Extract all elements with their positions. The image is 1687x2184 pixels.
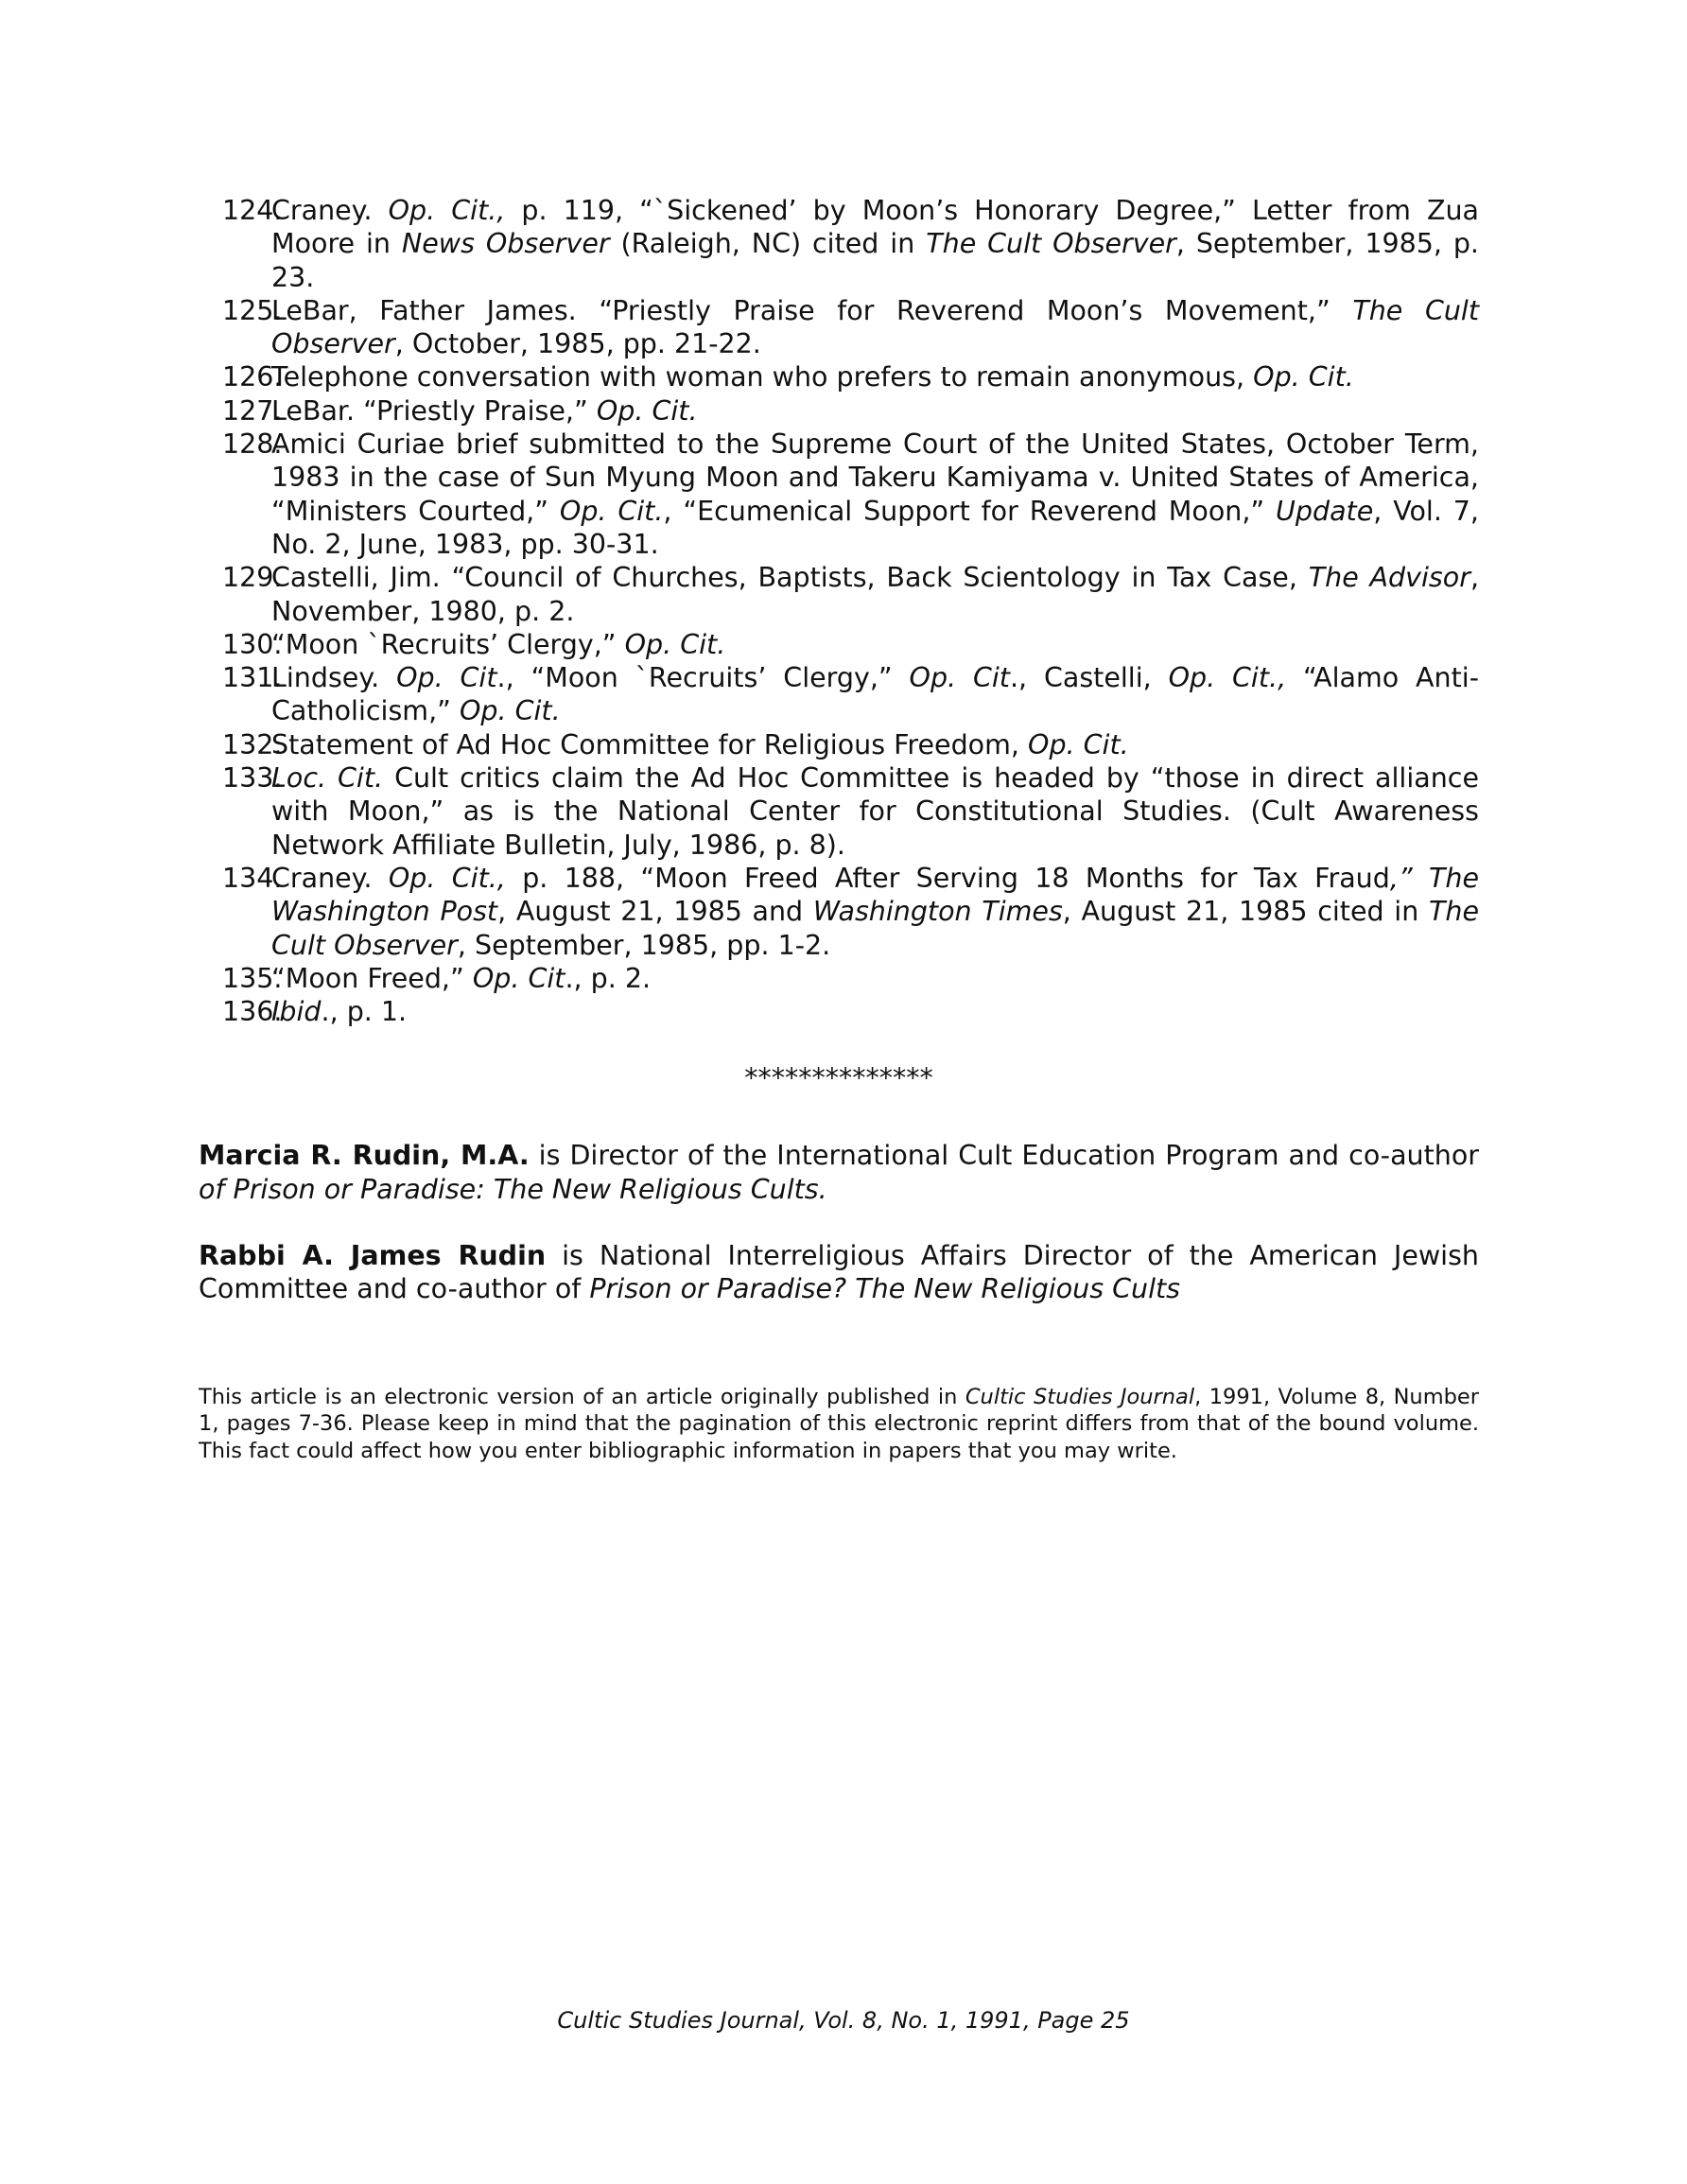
endnote-text: [271, 762, 1479, 861]
italic-citation-text: Op. Cit.,: [388, 862, 506, 894]
endnote-text: [271, 295, 1479, 359]
italic-citation-text: The Cult Observer: [926, 228, 1176, 260]
text-run: (Raleigh, NC) cited in: [609, 228, 927, 260]
italic-citation-text: Op. Cit.: [596, 394, 698, 427]
endnote-number: 125.: [222, 294, 283, 326]
text-run: Castelli, Jim. “Council of Churches, Baptists, Back Scientology in Tax Case,: [271, 562, 1309, 594]
italic-citation-text: Ibid: [271, 996, 322, 1028]
electronic-reprint-disclaimer: [199, 1384, 1479, 1465]
endnote-item: [199, 628, 1479, 661]
endnote-text: [271, 863, 1479, 961]
author-bio-marcia-rudin: [199, 1139, 1479, 1206]
endnote-text: [271, 428, 1479, 560]
italic-citation-text: Op. Cit.: [624, 628, 726, 660]
italic-citation-text: News Observer: [401, 228, 610, 260]
endnote-text: [271, 729, 1129, 760]
text-run: , Vol. 7, No. 2, June, 1983, pp. 30-31.: [271, 495, 1479, 560]
text-run: Cult critics claim the Ad Hoc Committee is headed by “those in direct alliance with Moon,” as is the National Center for Constitutional Studies. (Cult Awareness Network Affiliate Bulletin, July, 1986, p. 8).: [271, 762, 1479, 861]
text-run: Craney.: [271, 195, 389, 226]
italic-citation-text: Op. Cit.: [459, 695, 561, 727]
text-run: , September, 1985, pp. 1-2.: [457, 929, 831, 961]
text-run: ., “Moon `Recruits’ Clergy,”: [496, 662, 910, 694]
endnote-number: 124.: [222, 195, 283, 226]
endnote-text: [271, 963, 651, 994]
endnote-text: [271, 361, 1354, 393]
italic-citation-text: Prison or Paradise? The New Religious Cults: [589, 1273, 1181, 1305]
text-run: , November, 1980, p. 2.: [271, 562, 1479, 627]
italic-citation-text: Op. Cit.: [559, 495, 664, 527]
endnote-item: [199, 862, 1479, 962]
page-footer: Cultic Studies Journal, Vol. 8, No. 1, 1991, Page 25: [557, 2007, 1130, 2034]
author-name: Rabbi A. James Rudin: [199, 1240, 547, 1272]
text-run: “Moon `Recruits’ Clergy,”: [271, 628, 625, 660]
text-run: , “Ecumenical Support for Reverend Moon,”: [663, 495, 1277, 527]
text-run: , 1991, Volume 8, Number 1, pages 7-36. Please keep in mind that the pagination of this electronic reprint differs from that of the bound volume. This fact could affect how you enter bibliographic information in papers that you may write.: [199, 1384, 1479, 1463]
endnote-number: 135.: [222, 962, 283, 994]
endnote-number: 136.: [222, 996, 283, 1028]
italic-citation-text: of Prison or Paradise: The New Religious Cults.: [199, 1173, 827, 1205]
endnotes-list: [199, 194, 1479, 1028]
endnote-item: [199, 394, 1479, 428]
endnote-number: 127.: [222, 394, 283, 427]
text-run: is National Interreligious Affairs Director of the American Jewish Committee and co-author of: [199, 1240, 1479, 1305]
author-name: Marcia R. Rudin, M.A.: [199, 1140, 530, 1172]
endnote-item: [199, 728, 1479, 761]
endnote-item: [199, 995, 1479, 1028]
text-run: p. 188, “Moon Freed After Serving 18 Months for Tax Fraud: [505, 862, 1390, 894]
text-run: , September, 1985, p. 23.: [271, 228, 1479, 293]
endnote-number: 131.: [222, 662, 283, 694]
text-run: “Moon Freed,”: [271, 962, 473, 994]
endnote-item: [199, 561, 1479, 628]
endnote-text: [271, 662, 1479, 726]
endnote-item: [199, 360, 1479, 393]
endnote-text: [271, 195, 1479, 293]
endnote-number: 126.: [222, 361, 283, 393]
text-run: LeBar, Father James. “Priestly Praise for Reverend Moon’s Movement,”: [271, 294, 1353, 326]
text-run: “Alamo Anti-Catholicism,”: [271, 662, 1479, 727]
text-run: Craney.: [271, 862, 389, 894]
endnote-number: 134.: [222, 862, 283, 894]
endnote-item: [199, 428, 1479, 561]
text-run: ., Castelli,: [1009, 662, 1169, 694]
text-run: , August 21, 1985 and: [497, 896, 813, 928]
section-separator: **************: [744, 1062, 933, 1094]
endnote-number: 133.: [222, 762, 283, 795]
text-run: ., p. 2.: [565, 962, 652, 994]
italic-citation-text: The Advisor: [1308, 562, 1470, 594]
text-run: ., p. 1.: [321, 996, 408, 1028]
text-run: Amici Curiae brief submitted to the Supreme Court of the United States, October Term, 1983 in the case of Sun Myung Moon and Takeru Kamiyama v. United States of America, “Ministers Courted,”: [271, 428, 1479, 527]
page-content: [199, 194, 1479, 1486]
endnote-number: 130.: [222, 628, 283, 660]
italic-citation-text: Op. Cit: [396, 662, 497, 694]
italic-citation-text: The Cult Observer: [271, 294, 1479, 360]
italic-citation-text: Update: [1276, 495, 1374, 527]
text-run: This article is an electronic version of an article originally published in: [199, 1384, 965, 1409]
italic-citation-text: Op. Cit.,: [388, 195, 506, 226]
text-run: , August 21, 1985 cited in: [1062, 896, 1429, 928]
italic-citation-text: Washington Times: [812, 896, 1063, 928]
endnote-number: 132.: [222, 728, 283, 760]
italic-citation-text: Op. Cit: [472, 962, 565, 994]
text-run: p. 119, “`Sickened’ by Moon’s Honorary Degree,” Letter from Zua Moore in: [271, 195, 1479, 260]
text-run: , October, 1985, pp. 21-22.: [394, 328, 761, 360]
endnote-text: [271, 395, 698, 427]
italic-citation-text: Op. Cit.,: [1168, 662, 1287, 694]
endnote-number: 129.: [222, 562, 283, 594]
endnote-text: [271, 562, 1479, 626]
italic-citation-text: ,” The Washington Post: [271, 862, 1479, 928]
endnote-text: [271, 629, 725, 660]
endnote-item: [199, 194, 1479, 294]
text-run: LeBar. “Priestly Praise,”: [271, 394, 597, 427]
endnote-item: [199, 962, 1479, 995]
endnote-item: [199, 661, 1479, 728]
endnote-text: [271, 996, 407, 1027]
italic-citation-text: Op. Cit.: [1028, 728, 1129, 760]
author-bio-james-rudin: [199, 1239, 1479, 1306]
text-run: Lindsey.: [271, 662, 397, 694]
text-run: is Director of the International Cult Education Program and co-author: [529, 1140, 1480, 1172]
endnote-item: [199, 294, 1479, 361]
italic-citation-text: Loc. Cit.: [271, 762, 384, 795]
italic-citation-text: The Cult Observer: [271, 896, 1480, 961]
italic-citation-text: Op. Cit.: [1253, 361, 1354, 393]
endnote-number: 128.: [222, 428, 283, 461]
italic-citation-text: Cultic Studies Journal: [965, 1384, 1195, 1409]
text-run: Statement of Ad Hoc Committee for Religious Freedom,: [271, 728, 1029, 760]
text-run: Telephone conversation with woman who prefers to remain anonymous,: [271, 361, 1254, 393]
endnote-item: [199, 761, 1479, 862]
italic-citation-text: Op. Cit: [909, 662, 1010, 694]
